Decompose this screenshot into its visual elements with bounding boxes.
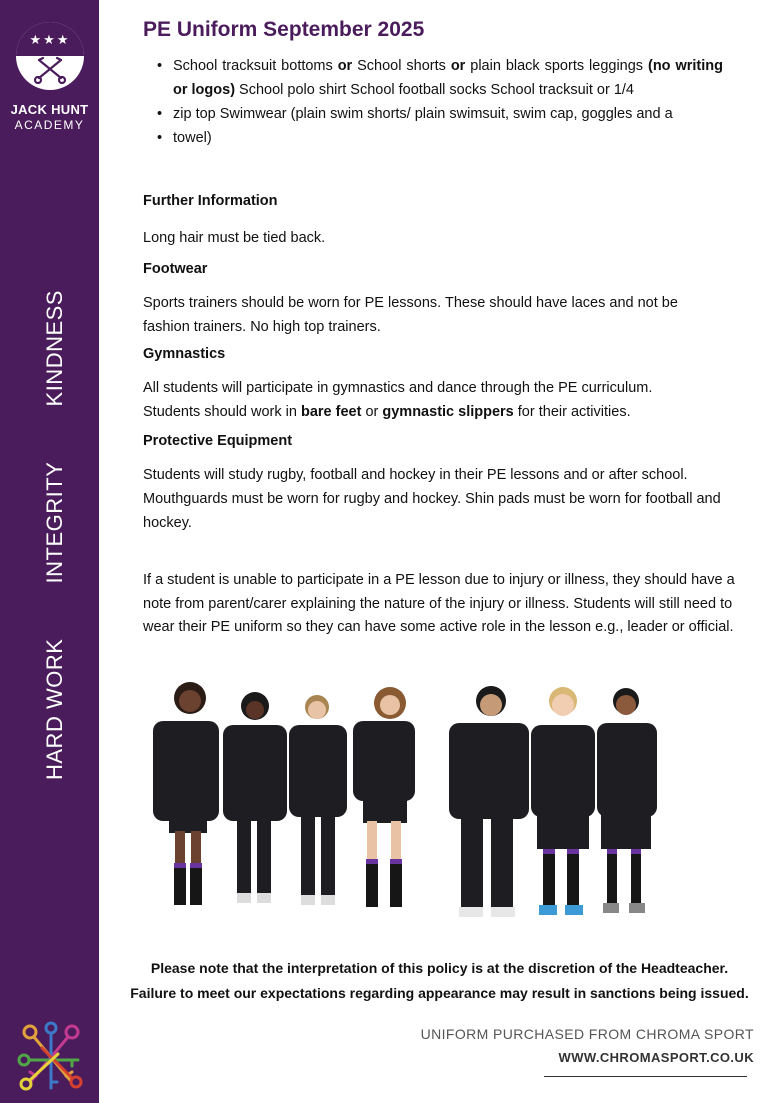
crest-stars: ★★★ [29, 33, 71, 48]
gymnastics-heading: Gymnastics [143, 346, 226, 362]
list-bold: or [450, 58, 466, 74]
student-figure [597, 688, 657, 913]
student-figure [531, 687, 595, 915]
value-integrity: INTEGRITY [42, 461, 67, 584]
value-hard-work: HARD WORK [42, 638, 67, 780]
student-figure [289, 695, 347, 905]
footwear-text: Sports trainers should be worn for PE lessons. These should have laces and not be fashion trainers. No high top trainers. [143, 295, 678, 335]
school-name-line1: JACK HUNT [10, 102, 89, 117]
list-bold: (no writing or logos) [173, 58, 723, 98]
list-text: School shorts [352, 58, 451, 74]
colourful-keys-logo-icon [14, 1020, 88, 1094]
injury-note: If a student is unable to participate in a PE lesson due to injury or illness, they should have a note from parent/carer explaining the nature of the injury or illness. Students will still need to wear their PE uniform so they can have some active role in the lesson e.g., leader or official. [143, 572, 735, 635]
protective-equipment-text: Students will study rugby, football and hockey in their PE lessons and or after school. Mouthguards must be worn for rugby and hockey. Shin pads must be worn for football and hockey. [143, 467, 721, 531]
supplier-website[interactable]: WWW.CHROMASPORT.CO.UK [558, 1050, 754, 1065]
school-values [39, 290, 71, 780]
student-figure [223, 692, 287, 903]
school-name-line2: ACADEMY [14, 118, 85, 132]
list-bold: or [337, 58, 353, 74]
uniform-list-item [155, 102, 723, 126]
uniform-photo [133, 663, 685, 951]
student-figure [353, 687, 415, 907]
value-kindness: KINDNESS [42, 290, 67, 407]
school-name [0, 102, 99, 132]
crossed-keys-icon [33, 56, 67, 84]
supplier-note: UNIFORM PURCHASED FROM CHROMA SPORT [420, 1026, 754, 1042]
further-information-text: Long hair must be tied back. [143, 230, 326, 246]
school-crest-logo [16, 22, 84, 90]
further-information-heading: Further Information [143, 193, 278, 209]
footwear-heading: Footwear [143, 261, 208, 277]
list-text: plain black sports leggings [465, 58, 648, 74]
list-text: zip top Swimwear (plain swim shorts/ plain swimsuit, swim cap, goggles and a [173, 106, 673, 122]
page-title: PE Uniform September 2025 [143, 18, 425, 41]
uniform-list-item [155, 126, 723, 150]
policy-note-line2: Failure to meet our expectations regarding appearance may result in sanctions being issued. [130, 985, 749, 1001]
list-text: towel) [173, 130, 212, 146]
list-text: School polo shirt School football socks School tracksuit or 1/4 [235, 82, 634, 98]
sidebar [0, 0, 99, 1103]
footer-divider [544, 1076, 747, 1077]
policy-note-line1: Please note that the interpretation of this policy is at the discretion of the Headteacher. [150, 960, 729, 976]
uniform-list-item [155, 54, 723, 102]
students-in-uniform-illustration [133, 663, 685, 951]
uniform-list [155, 54, 723, 150]
student-figure [449, 686, 529, 917]
protective-equipment-heading: Protective Equipment [143, 433, 293, 449]
list-text: School tracksuit bottoms [173, 58, 338, 74]
gymnastics-text: All students will participate in gymnastics and dance through the PE curriculum. Students should work in bare feet or gymnastic slippers for their activities. [143, 380, 653, 420]
student-figure [153, 682, 219, 905]
